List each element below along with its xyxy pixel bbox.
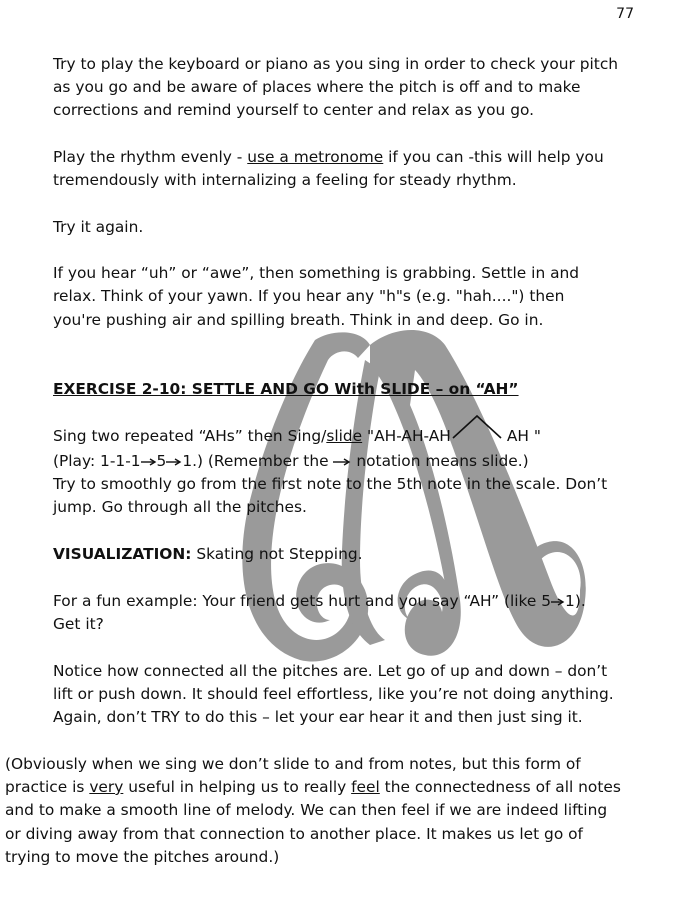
para1-line: corrections and remind yourself to center and relax as you go. [53,101,535,119]
para4-line: relax. Think of your yawn. If you hear any "h"s (e.g. "hah....") then [53,287,565,305]
closing-line: (Obviously when we sing we don’t slide to and from notes, but this form of [5,755,581,773]
slide-arrow-icon [166,457,182,467]
slide-arrow-icon [141,457,157,467]
fun-line1: For a fun example: Your friend gets hurt and you say “AH” (like 5 1). [53,592,586,610]
visualization-line: VISUALIZATION: Skating not Stepping. [53,545,363,563]
exercise-line3: Try to smoothly go from the first note to the 5th note in the scale. Don’t [53,475,608,493]
para2-line2: tremendously with internalizing a feeling for steady rhythm. [53,171,517,189]
exercise-line1: Sing two repeated “AHs” then Sing/slide "AH-AH-AH AH " [53,425,541,448]
para4-line: you're pushing air and spilling breath. Think in and deep. Go in. [53,311,544,329]
para1-line: as you go and be aware of places where the pitch is off and to make [53,78,581,96]
para1-line: Try to play the keyboard or piano as you sing in order to check your pitch [53,55,619,73]
exercise-heading: EXERCISE 2-10: SETTLE AND GO With SLIDE – on “AH” [53,380,519,398]
slide-arrow-icon [333,457,351,467]
visualization-label: VISUALIZATION: [53,545,192,563]
slide-arrow-icon [551,597,565,607]
para3: Try it again. [53,218,144,236]
metronome-link-text: use a metronome [247,148,384,166]
fun-line2: Get it? [53,615,104,633]
closing-line: and to make a smooth line of melody. We can then feel if we are indeed lifting [5,801,608,819]
closing-line: trying to move the pitches around.) [5,848,280,866]
closing-line2: practice is very useful in helping us to really feel the connectedness of all notes [5,778,621,796]
exercise-line4: jump. Go through all the pitches. [53,498,307,516]
page-number: 77 [616,6,634,22]
notice-line: Notice how connected all the pitches are. Let go of up and down – don’t [53,662,608,680]
exercise-line2: (Play: 1-1-1 5 1.) (Remember the notation means slide.) [53,452,529,470]
slide-peak-icon [451,426,507,448]
notice-line: Again, don’t TRY to do this – let your ear hear it and then just sing it. [53,708,583,726]
para4-line: If you hear “uh” or “awe”, then something is grabbing. Settle in and [53,264,580,282]
notice-line: lift or push down. It should feel effortless, like you’re not doing anything. [53,685,614,703]
para2-line1: Play the rhythm evenly - use a metronome if you can -this will help you [53,148,604,166]
closing-line: or diving away from that connection to another place. It makes us let go of [5,825,583,843]
